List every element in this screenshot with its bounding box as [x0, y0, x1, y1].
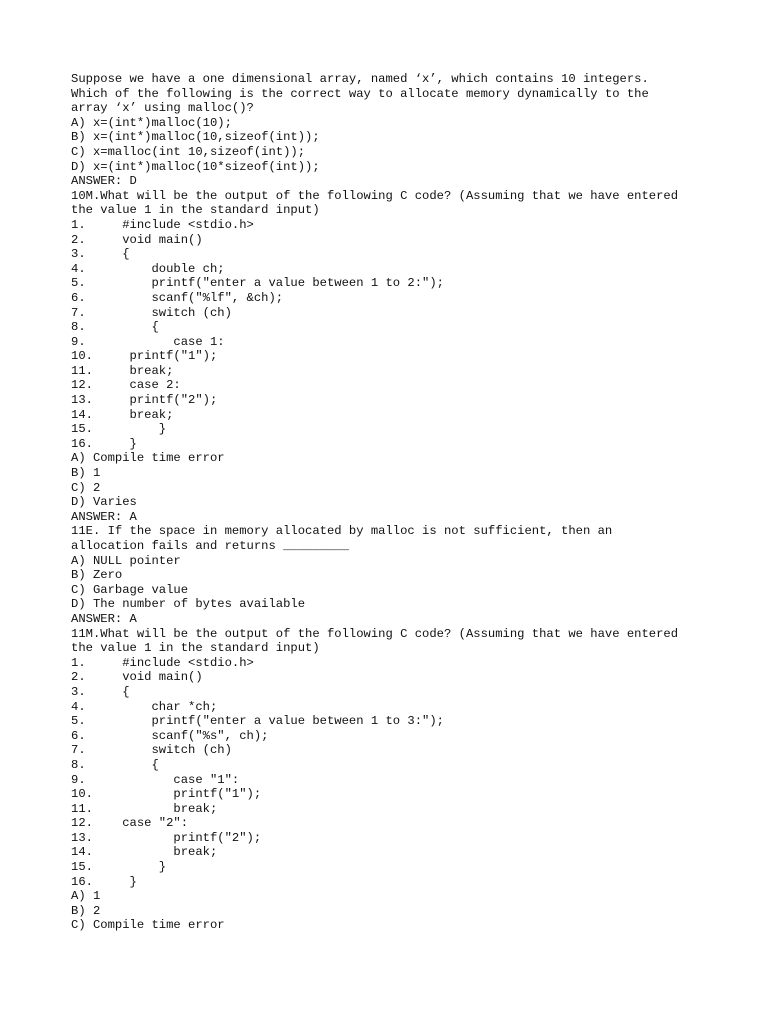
- answer-line: ANSWER: A: [71, 611, 137, 626]
- code-line: 15. }: [71, 422, 167, 437]
- option-line: C) Garbage value: [71, 582, 189, 597]
- code-line: 4. char *ch;: [71, 699, 218, 714]
- code-line: 14. break;: [71, 407, 174, 422]
- question-line: array ‘x’ using malloc()?: [71, 101, 254, 116]
- code-line: 5. printf("enter a value between 1 to 3:");: [71, 714, 444, 729]
- code-line: 2. void main(): [71, 232, 203, 247]
- code-line: 11. break;: [71, 363, 174, 378]
- code-line: 10. printf("1");: [71, 349, 218, 364]
- question-line: Suppose we have a one dimensional array, named ‘x’, which contains 10 integers.: [71, 72, 649, 86]
- option-line: A) Compile time error: [71, 451, 225, 466]
- code-line: 12. case 2:: [71, 378, 181, 393]
- code-line: 14. break;: [71, 845, 218, 860]
- code-line: 13. printf("2");: [71, 830, 262, 845]
- code-line: 15. }: [71, 860, 167, 875]
- option-line: C) 2: [71, 480, 101, 495]
- code-line: 7. switch (ch): [71, 743, 232, 758]
- code-line: 2. void main(): [71, 670, 203, 685]
- option-line: A) x=(int*)malloc(10);: [71, 115, 232, 130]
- code-line: 8. {: [71, 757, 159, 772]
- code-line: 3. {: [71, 247, 130, 262]
- option-line: D) The number of bytes available: [71, 597, 306, 612]
- answer-line: ANSWER: A: [71, 509, 137, 524]
- option-line: B) 1: [71, 466, 101, 481]
- code-line: 9. case 1:: [71, 334, 225, 349]
- option-line: D) Varies: [71, 495, 137, 510]
- code-line: 7. switch (ch): [71, 305, 232, 320]
- option-line: C) Compile time error: [71, 918, 225, 933]
- option-line: B) Zero: [71, 568, 123, 583]
- code-line: 9. case "1":: [71, 772, 240, 787]
- document-page: [71, 72, 731, 933]
- option-line: B) 2: [71, 903, 101, 918]
- code-line: 16. }: [71, 436, 137, 451]
- option-line: D) x=(int*)malloc(10*sizeof(int));: [71, 159, 320, 174]
- code-line: 6. scanf("%lf", &ch);: [71, 290, 284, 305]
- question-line: 11M.What will be the output of the following C code? (Assuming that we have entered: [71, 626, 679, 641]
- option-line: A) NULL pointer: [71, 553, 181, 568]
- code-line: 4. double ch;: [71, 261, 225, 276]
- code-line: 8. {: [71, 320, 159, 335]
- code-line: 11. break;: [71, 801, 218, 816]
- answer-line: ANSWER: D: [71, 174, 137, 189]
- code-line: 3. {: [71, 684, 130, 699]
- code-line: 16. }: [71, 874, 137, 889]
- question-line: allocation fails and returns _________: [71, 539, 349, 553]
- code-line: 1. #include <stdio.h>: [71, 655, 254, 670]
- code-line: 6. scanf("%s", ch);: [71, 728, 269, 743]
- option-line: C) x=malloc(int 10,sizeof(int));: [71, 144, 306, 159]
- code-line: 12. case "2":: [71, 816, 189, 831]
- code-line: 10. printf("1");: [71, 787, 262, 802]
- option-line: B) x=(int*)malloc(10,sizeof(int));: [71, 130, 320, 145]
- question-line: the value 1 in the standard input): [71, 203, 320, 218]
- question-line: the value 1 in the standard input): [71, 641, 320, 656]
- option-line: A) 1: [71, 889, 101, 904]
- question-line: Which of the following is the correct way to allocate memory dynamically to the: [71, 86, 649, 101]
- question-line: 11E. If the space in memory allocated by malloc is not sufficient, then an: [71, 524, 613, 539]
- code-line: 1. #include <stdio.h>: [71, 217, 254, 232]
- code-line: 5. printf("enter a value between 1 to 2:");: [71, 276, 444, 291]
- question-line: 10M.What will be the output of the following C code? (Assuming that we have entered: [71, 188, 679, 203]
- code-line: 13. printf("2");: [71, 393, 218, 408]
